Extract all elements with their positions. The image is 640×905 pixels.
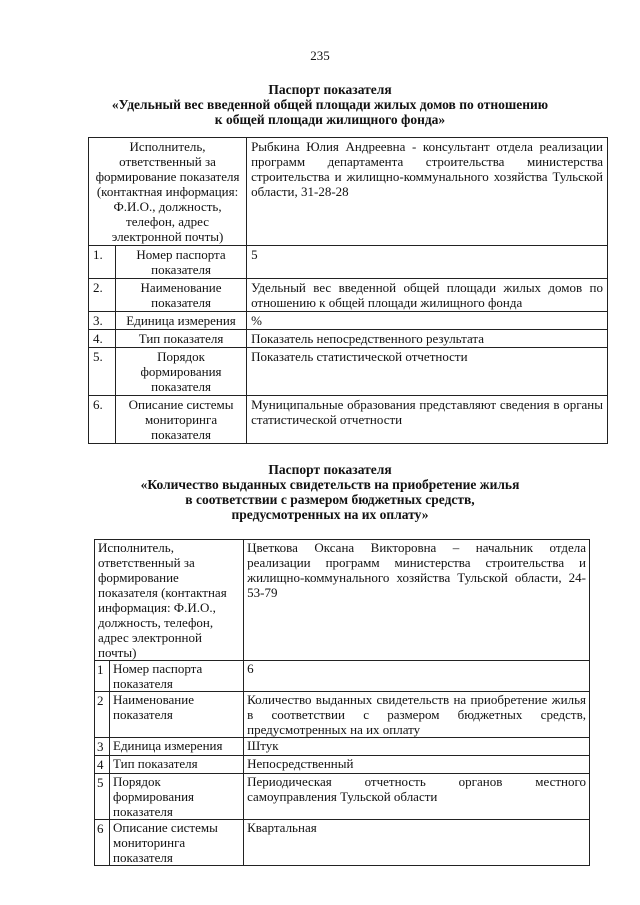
row-number: 2	[95, 692, 110, 738]
row-label: Наименование показателя	[116, 279, 247, 312]
row-value: Периодическая отчетность органов местного самоуправления Тульской области	[244, 774, 590, 820]
page-number: 235	[310, 48, 330, 63]
table-row	[89, 330, 608, 348]
row-value: Показатель статистической отчетности	[247, 348, 608, 396]
table-row	[95, 738, 590, 756]
passport1-table	[88, 137, 608, 444]
row-label: Единица измерения	[116, 312, 247, 330]
row-number: 1.	[89, 246, 116, 279]
table-row	[89, 312, 608, 330]
executor-label: Исполнитель, ответственный за формирование показателя (контактная информация: Ф.И.О., должность, телефон, адрес электронной почты)	[95, 540, 244, 661]
row-label: Порядок формирования показателя	[110, 774, 244, 820]
passport1-heading-line2: «Удельный вес введенной общей площади жилых домов по отношению	[111, 97, 549, 112]
table-row	[89, 348, 608, 396]
row-number: 3.	[89, 312, 116, 330]
executor-label: Исполнитель, ответственный за формирование показателя (контактная информация: Ф.И.О., должность, телефон, адрес электронной почты)	[89, 138, 247, 246]
row-label: Описание системы мониторинга показателя	[110, 820, 244, 866]
passport1-heading-line3: к общей площади жилищного фонда»	[214, 112, 446, 127]
row-value: 5	[247, 246, 608, 279]
row-number: 6	[95, 820, 110, 866]
table-row	[89, 396, 608, 444]
passport2-heading-line2: «Количество выданных свидетельств на приобретение жилья	[140, 477, 520, 492]
table-row	[95, 820, 590, 866]
passport2-heading	[60, 462, 600, 522]
row-value: Квартальная	[244, 820, 590, 866]
row-number: 1	[95, 661, 110, 692]
row-value: Удельный вес введенной общей площади жилых домов по отношению к общей площади жилищного фонда	[247, 279, 608, 312]
row-number: 2.	[89, 279, 116, 312]
row-number: 5.	[89, 348, 116, 396]
row-label: Тип показателя	[110, 756, 244, 774]
row-label: Номер паспорта показателя	[110, 661, 244, 692]
table-row	[89, 279, 608, 312]
passport2-heading-line1: Паспорт показателя	[268, 462, 392, 477]
table-row	[95, 661, 590, 692]
row-value: Показатель непосредственного результата	[247, 330, 608, 348]
passport1-heading-line1: Паспорт показателя	[268, 82, 392, 97]
row-value: Штук	[244, 738, 590, 756]
passport2-table	[94, 539, 590, 866]
row-number: 3	[95, 738, 110, 756]
row-value: Муниципальные образования представляют сведения в органы статистической отчетности	[247, 396, 608, 444]
row-number: 4	[95, 756, 110, 774]
table-row	[95, 774, 590, 820]
row-label: Тип показателя	[116, 330, 247, 348]
passport1-heading	[60, 82, 600, 127]
table-row	[95, 756, 590, 774]
row-label: Порядок формирования показателя	[116, 348, 247, 396]
row-label: Наименование показателя	[110, 692, 244, 738]
row-value: %	[247, 312, 608, 330]
row-number: 4.	[89, 330, 116, 348]
executor-value: Рыбкина Юлия Андреевна - консультант отдела реализации программ департамента строительства министерства строительства и жилищно-коммунального хозяйства Тульской области, 31-28-28	[247, 138, 608, 246]
row-label: Номер паспорта показателя	[116, 246, 247, 279]
row-value: Количество выданных свидетельств на приобретение жилья в соответствии с размером бюджетных средств, предусмотренных на их оплату	[244, 692, 590, 738]
row-number: 6.	[89, 396, 116, 444]
table-row	[89, 138, 608, 246]
table-row	[95, 540, 590, 661]
table-row	[89, 246, 608, 279]
row-label: Единица измерения	[110, 738, 244, 756]
row-number: 5	[95, 774, 110, 820]
row-value: Непосредственный	[244, 756, 590, 774]
passport2-heading-line3: в соответствии с размером бюджетных средств,	[185, 492, 475, 507]
table-row	[95, 692, 590, 738]
row-label: Описание системы мониторинга показателя	[116, 396, 247, 444]
passport2-heading-line4: предусмотренных на их оплату»	[231, 507, 429, 522]
row-value: 6	[244, 661, 590, 692]
executor-value: Цветкова Оксана Викторовна – начальник отдела реализации программ министерства строительства и жилищно-коммунального хозяйства Тульской области, 24-53-79	[244, 540, 590, 661]
